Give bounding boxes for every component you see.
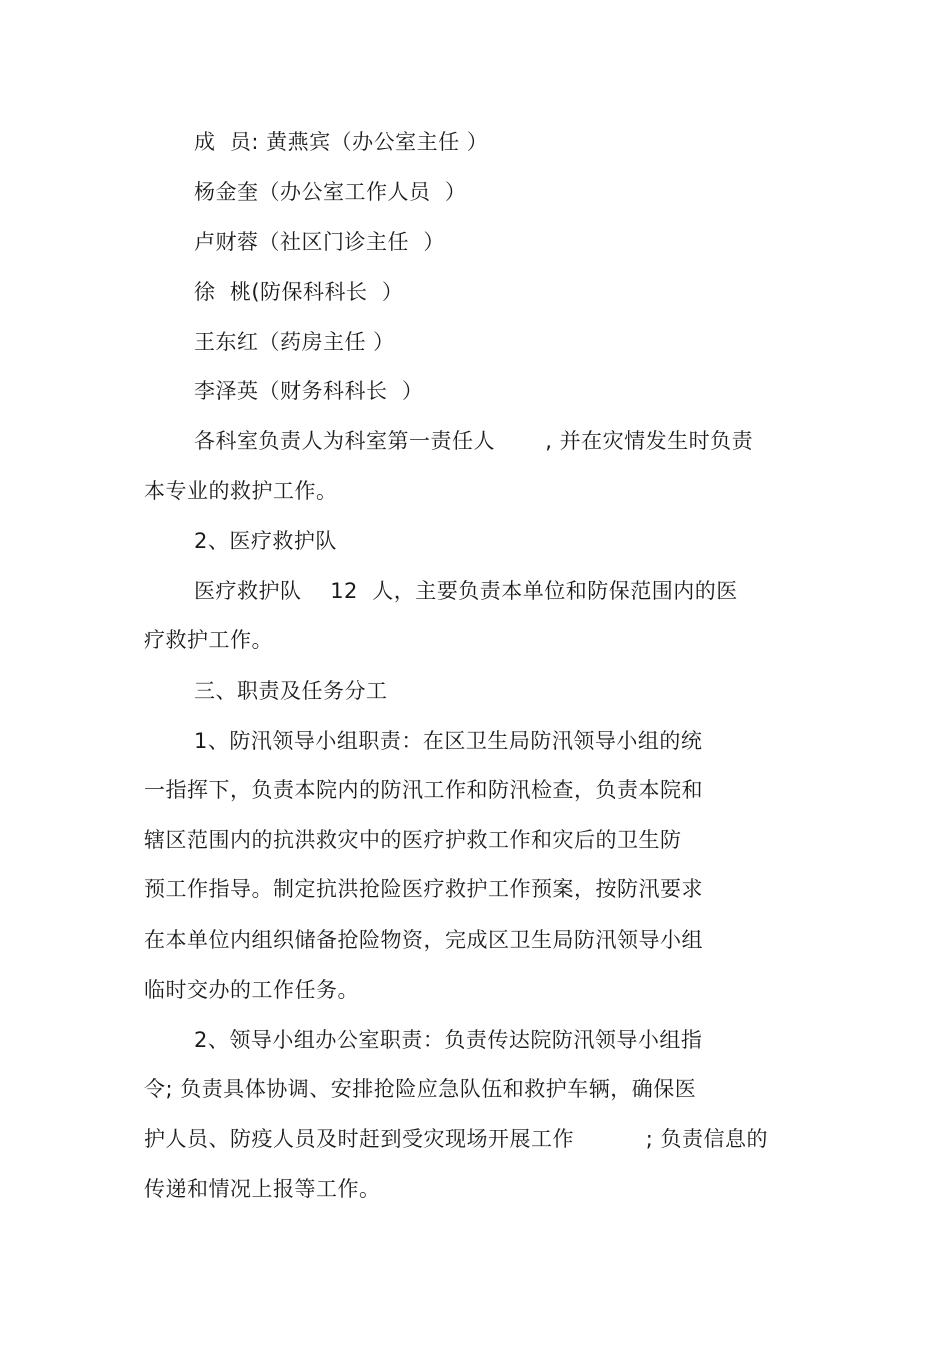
- dept-responsibility-line-2: 本专业的救护工作。: [144, 479, 338, 503]
- medical-team-line-1: 医疗救护队 12 人，主要负责本单位和防保范围内的医: [194, 579, 738, 603]
- duty-2-line-3: 护人员、防疫人员及时赶到受灾现场开展工作 ; 负责信息的: [144, 1127, 769, 1151]
- member-line-li: 李泽英（财务科科长 ）: [194, 379, 424, 403]
- dept-responsibility-line-1: 各科室负责人为科室第一责任人 , 并在灾情发生时负责: [194, 429, 754, 453]
- member-line-wang: 王东红（药房主任 ）: [194, 330, 395, 354]
- member-line-lu: 卢财蓉（社区门诊主任 ）: [194, 230, 445, 254]
- medical-team-line-2: 疗救护工作。: [144, 628, 273, 652]
- duty-1-line-1: 1、防汛领导小组职责：在区卫生局防汛领导小组的统: [194, 729, 703, 753]
- duty-2-line-4: 传递和情况上报等工作。: [144, 1177, 381, 1201]
- duty-1-line-3: 辖区范围内的抗洪救灾中的医疗护救工作和灾后的卫生防: [144, 828, 682, 852]
- duty-2-line-1: 2、领导小组办公室职责：负责传达院防汛领导小组指: [194, 1028, 703, 1052]
- section-3-heading: 三、职责及任务分工: [194, 679, 388, 703]
- member-line-yang: 杨金奎（办公室工作人员 ）: [194, 180, 467, 204]
- duty-1-line-4: 预工作指导。制定抗洪抢险医疗救护工作预案，按防汛要求: [144, 877, 703, 901]
- duty-1-line-2: 一指挥下，负责本院内的防汛工作和防汛检查，负责本院和: [144, 778, 703, 802]
- member-line-xu: 徐 桃(防保科科长 ）: [194, 280, 404, 304]
- medical-team-heading: 2、医疗救护队: [194, 529, 337, 553]
- duty-1-line-5: 在本单位内组织储备抢险物资，完成区卫生局防汛领导小组: [144, 928, 703, 952]
- duty-2-line-2: 令; 负责具体协调、安排抢险应急队伍和救护车辆，确保医: [144, 1077, 697, 1101]
- duty-1-line-6: 临时交办的工作任务。: [144, 978, 359, 1002]
- member-line-huang: 成 员: 黄燕宾（办公室主任 ）: [194, 130, 489, 154]
